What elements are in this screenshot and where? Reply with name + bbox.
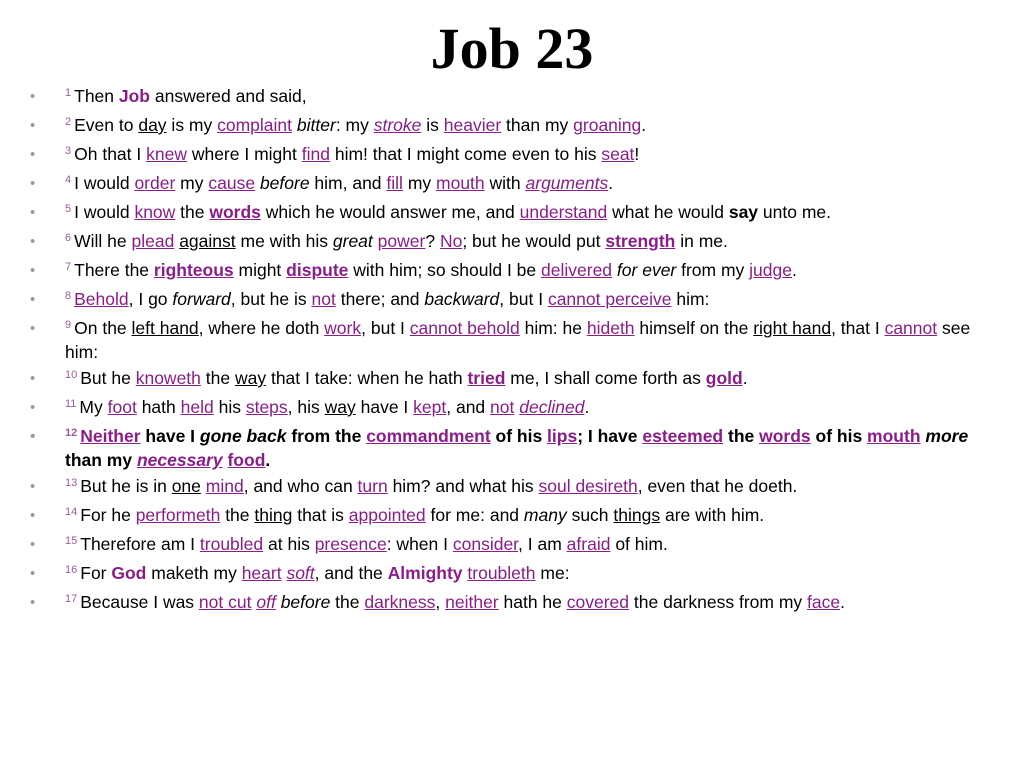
verse-text: . [840, 592, 845, 612]
word-link[interactable]: presence [314, 534, 387, 554]
word-link[interactable]: seat [601, 144, 635, 164]
word-link[interactable]: darkness [364, 592, 436, 612]
word-link[interactable]: cause [208, 173, 256, 193]
verse-text: the [330, 592, 365, 612]
word-link[interactable]: tried [467, 368, 506, 388]
verse-text: the [220, 505, 255, 525]
verse-text: is my [166, 115, 218, 135]
word-link[interactable]: No [439, 231, 463, 251]
emphasized-word: Job [118, 86, 150, 106]
verse-text: me with his [235, 231, 333, 251]
verse-text: is [421, 115, 444, 135]
verse-item [0, 318, 1010, 363]
word-link[interactable]: Neither [80, 426, 141, 446]
verse-item [0, 592, 1010, 616]
word-link[interactable]: foot [107, 397, 137, 417]
word-link[interactable]: steps [245, 397, 288, 417]
verse-text: from my [676, 260, 750, 280]
verse-text: him? and what his [387, 476, 539, 496]
verse-item [0, 260, 1010, 284]
verse-text: I would [74, 202, 135, 222]
word-link[interactable]: consider [452, 534, 519, 554]
verse-text: are with him. [660, 505, 765, 525]
underlined-word: against [179, 231, 236, 251]
verse-text: ; I have [577, 426, 643, 446]
verse-item [0, 476, 1010, 500]
verse-text: , that I [831, 318, 885, 338]
verse-number: 4 [65, 174, 72, 186]
word-link[interactable]: troubled [199, 534, 264, 554]
verse-text: , and [446, 397, 491, 417]
verse-number: 16 [65, 564, 78, 576]
verse-text: . [742, 368, 748, 388]
verse-text: My [79, 397, 108, 417]
verse-text: my [175, 173, 209, 193]
word-link[interactable]: arguments [525, 173, 609, 193]
verse-item [0, 397, 1010, 421]
verse-text: my [402, 173, 437, 193]
verse-text: him: he [519, 318, 587, 338]
word-link[interactable]: knoweth [135, 368, 201, 388]
word-link[interactable]: mouth [436, 173, 485, 193]
verse-text: what he would [607, 202, 729, 222]
word-link[interactable]: food [227, 450, 266, 470]
verse-text: have I [140, 426, 200, 446]
underlined-word: day [138, 115, 167, 135]
italic-word: more [925, 426, 969, 446]
verse-text: him: [671, 289, 710, 309]
word-link[interactable]: off [256, 592, 276, 612]
verse-item [0, 115, 1010, 139]
word-link[interactable]: mind [205, 476, 244, 496]
verse-text: There the [74, 260, 154, 280]
verse-text: But he [80, 368, 136, 388]
word-link[interactable]: find [301, 144, 330, 164]
verse-text: might [233, 260, 287, 280]
verse-item [0, 426, 1010, 471]
verse-list [0, 86, 1010, 621]
verse-item [0, 289, 1010, 313]
verse-text: maketh my [146, 563, 242, 583]
word-link[interactable]: mouth [867, 426, 921, 446]
verse-text: , but I [361, 318, 410, 338]
word-link[interactable]: heart [241, 563, 282, 583]
verse-number: 14 [65, 506, 78, 518]
word-link[interactable]: groaning [573, 115, 642, 135]
verse-text: his [213, 397, 246, 417]
word-link[interactable]: strength [605, 231, 676, 251]
verse-text: of his [810, 426, 868, 446]
word-link[interactable]: not cut [198, 592, 252, 612]
verse-text: the [175, 202, 210, 222]
italic-word: before [259, 173, 310, 193]
verse-item [0, 231, 1010, 255]
italic-word: for ever [616, 260, 677, 280]
verse-number: 3 [65, 145, 72, 157]
word-link[interactable]: soft [286, 563, 315, 583]
verse-text: . [265, 450, 271, 470]
verse-item [0, 173, 1010, 197]
verse-number: 7 [65, 261, 72, 273]
italic-word: many [523, 505, 567, 525]
word-link[interactable]: words [759, 426, 811, 446]
italic-word: backward [424, 289, 500, 309]
word-link[interactable]: righteous [153, 260, 234, 280]
verse-text: with [484, 173, 526, 193]
verse-text: : my [335, 115, 374, 135]
verse-item [0, 505, 1010, 529]
verse-text: Will he [74, 231, 132, 251]
slide-title: Job 23 [430, 16, 594, 81]
word-link[interactable]: understand [519, 202, 608, 222]
italic-word: forward [172, 289, 231, 309]
verse-text: at his [263, 534, 315, 554]
verse-text: , and the [314, 563, 388, 583]
verse-item [0, 202, 1010, 226]
verse-text: than my [65, 450, 137, 470]
verse-number: 10 [65, 369, 78, 381]
verse-text: unto me. [758, 202, 832, 222]
verse-item [0, 368, 1010, 392]
verse-item [0, 534, 1010, 558]
verse-text: me, I shall come forth as [505, 368, 706, 388]
verse-number: 11 [65, 398, 77, 410]
verse-text: But he is in [80, 476, 172, 496]
word-link[interactable]: afraid [566, 534, 611, 554]
verse-text: in me. [675, 231, 728, 251]
emphasized-word: Almighty [387, 563, 463, 583]
verse-text: him, and [309, 173, 387, 193]
underlined-word: way [234, 368, 267, 388]
verse-text: , but I [499, 289, 548, 309]
word-link[interactable]: cannot perceive [547, 289, 672, 309]
word-link[interactable]: order [134, 173, 176, 193]
verse-text: I would [74, 173, 135, 193]
word-link[interactable]: words [209, 202, 261, 222]
word-link[interactable]: performeth [135, 505, 221, 525]
verse-text: . [608, 173, 614, 193]
verse-text: from the [286, 426, 367, 446]
verse-text: For he [80, 505, 136, 525]
word-link[interactable]: not [490, 397, 515, 417]
verse-text: for me: and [425, 505, 524, 525]
verse-text: of him. [610, 534, 668, 554]
word-link[interactable]: troubleth [467, 563, 536, 583]
word-link[interactable]: know [134, 202, 176, 222]
verse-text: , but he is [230, 289, 312, 309]
verse-text: , I go [128, 289, 173, 309]
word-link[interactable]: plead [131, 231, 175, 251]
underlined-word: thing [254, 505, 293, 525]
verse-text: ? [425, 231, 440, 251]
verse-number: 5 [65, 203, 72, 215]
verse-text: ! [634, 144, 640, 164]
verse-text: the [200, 368, 235, 388]
verse-number: 8 [65, 290, 72, 302]
verse-text: , his [287, 397, 325, 417]
word-link[interactable]: hideth [586, 318, 635, 338]
verse-text: himself on the [634, 318, 754, 338]
verse-text: than my [501, 115, 574, 135]
underlined-word: left hand [131, 318, 199, 338]
verse-text: For [80, 563, 112, 583]
italic-word: gone back [199, 426, 287, 446]
word-link[interactable]: heavier [443, 115, 502, 135]
underlined-word: way [324, 397, 356, 417]
verse-number: 2 [65, 116, 72, 128]
verse-item [0, 144, 1010, 168]
verse-text: Then [74, 86, 119, 106]
verse-number: 13 [65, 477, 78, 489]
verse-text: the darkness from my [629, 592, 808, 612]
verse-text: , and who can [243, 476, 358, 496]
verse-text: Even to [74, 115, 139, 135]
italic-word: bitter [296, 115, 336, 135]
underlined-word: right hand [753, 318, 832, 338]
verse-text: . [792, 260, 797, 280]
verse-text: hath he [498, 592, 567, 612]
verse-number: 17 [65, 593, 78, 605]
word-link[interactable]: fill [386, 173, 403, 193]
word-link[interactable]: turn [357, 476, 388, 496]
word-link[interactable]: work [324, 318, 362, 338]
word-link[interactable]: declined [519, 397, 585, 417]
word-link[interactable]: held [180, 397, 214, 417]
underlined-word: things [613, 505, 661, 525]
italic-word: before [280, 592, 331, 612]
word-link[interactable]: esteemed [642, 426, 724, 446]
verse-text: him! that I might come even to his [329, 144, 602, 164]
verse-text: On the [74, 318, 132, 338]
verse-text: see him: [65, 318, 971, 362]
verse-text: , I am [518, 534, 567, 554]
verse-text: Therefore am I [80, 534, 200, 554]
verse-text: that is [292, 505, 349, 525]
word-link[interactable]: cannot [884, 318, 938, 338]
verse-text: of his [490, 426, 548, 446]
verse-text: . [584, 397, 590, 417]
verse-item [0, 86, 1010, 110]
verse-text: . [641, 115, 647, 135]
verse-number: 9 [65, 319, 72, 331]
word-link[interactable]: kept [413, 397, 447, 417]
verse-text: , even that he doeth. [637, 476, 798, 496]
verse-text: where I might [186, 144, 302, 164]
verse-text: , [435, 592, 446, 612]
word-link[interactable]: not [311, 289, 336, 309]
verse-number: 15 [65, 535, 78, 547]
verse-number: 1 [65, 87, 72, 99]
word-link[interactable]: necessary [136, 450, 223, 470]
word-link[interactable]: neither [445, 592, 499, 612]
word-link[interactable]: power [377, 231, 426, 251]
word-link[interactable]: cannot behold [409, 318, 520, 338]
verse-text: Because I was [80, 592, 199, 612]
word-link[interactable]: judge [749, 260, 792, 280]
verse-item [0, 563, 1010, 587]
word-link[interactable]: lips [547, 426, 578, 446]
verse-text: Oh that I [74, 144, 147, 164]
word-link[interactable]: dispute [286, 260, 349, 280]
word-link[interactable]: delivered [541, 260, 613, 280]
verse-text: such [566, 505, 614, 525]
verse-text: that I take: when he hath [266, 368, 468, 388]
word-link[interactable]: covered [566, 592, 630, 612]
bold-word: say [728, 202, 759, 222]
verse-text: ; but he would put [462, 231, 606, 251]
verse-text: , where he doth [198, 318, 325, 338]
word-link[interactable]: soul desireth [538, 476, 638, 496]
verse-text: there; and [335, 289, 425, 309]
word-link[interactable]: face [807, 592, 841, 612]
verse-text: me: [535, 563, 570, 583]
word-link[interactable]: Behold [74, 289, 129, 309]
verse-number: 12 [65, 427, 78, 439]
word-link[interactable]: commandment [366, 426, 491, 446]
verse-text: : when I [386, 534, 453, 554]
verse-text: answered and said, [150, 86, 307, 106]
verse-text: have I [355, 397, 414, 417]
word-link[interactable]: gold [705, 368, 743, 388]
emphasized-word: God [111, 563, 147, 583]
verse-text: hath [136, 397, 181, 417]
word-link[interactable]: knew [146, 144, 187, 164]
verse-text: the [723, 426, 760, 446]
underlined-word: one [171, 476, 201, 496]
italic-word: great [332, 231, 373, 251]
verse-number: 6 [65, 232, 72, 244]
word-link[interactable]: stroke [373, 115, 422, 135]
verse-text: which he would answer me, and [260, 202, 520, 222]
verse-text: with him; so should I be [348, 260, 542, 280]
word-link[interactable]: complaint [217, 115, 293, 135]
word-link[interactable]: appointed [348, 505, 426, 525]
